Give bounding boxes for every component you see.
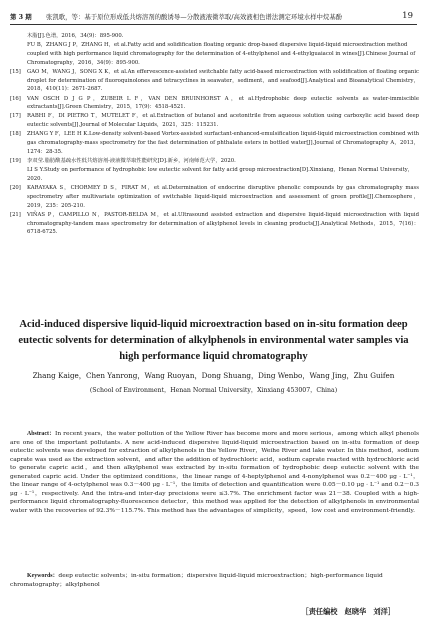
reference-text: VAN OSCH D J G P，ZUBEIR L F，VAN DEN BRUINHORST A，et al.Hydrophobic deep eutectic solvents as water-immiscible extractants[J].Green Chemistry，2015，17(9)：4518-4521. bbox=[27, 95, 419, 111]
running-header bbox=[10, 10, 417, 25]
editor-note: ［责任编校 赵晓华 刘洋］ bbox=[301, 607, 395, 616]
issue-number: 第 3 期 bbox=[10, 13, 32, 21]
reference-continuation: 木脂[J].色谱，2016，34(9)：895-900. bbox=[27, 33, 124, 39]
reference-number: [18] bbox=[10, 131, 21, 138]
reference-number: [16] bbox=[10, 95, 21, 102]
page-number: 19 bbox=[402, 11, 413, 21]
reference-number: [15] bbox=[10, 68, 21, 75]
reference-text: GAO M，WANG J，SONG X K，et al.An effervescence-assisted switchable fatty acid-based microextraction with solidification of floating organic droplet for determination of fluoroquinolones and tetracyclines in seawater，sediment，and seafood[J].Analytical and Bioanalytical Chemistry，2018，410(11)：2671-2687. bbox=[27, 68, 419, 93]
reference-item bbox=[10, 130, 419, 156]
reference-item bbox=[10, 184, 419, 210]
author-list: Zhang Kaige，Chen Yanrong，Wang Ruoyan，Dong Shuang，Ding Wenbo，Wang Jing，Zhu Guifen bbox=[32, 371, 395, 380]
keywords bbox=[10, 572, 419, 590]
reference-text: RABHI F，DI PIETRO T，MUTELET F，et al.Extraction of butanol and acetonitrile from aqueous solution using carboxylic acid based deep eutectic solvents[J].Journal of Molecular Liquids，2021，325：115231. bbox=[27, 113, 419, 129]
reference-number: [19] bbox=[10, 158, 21, 164]
reference-continuation-english: FU B，ZHANG J P，ZHANG H，et al.Fatty acid and solidification floating organic drop-based dispersive liquid-liquid microextraction method coupled with high performance liquid chromatography for the determination of 4-ethylphenol and 4-ethylguaiacol in wines[J].Chinese Journal of Chromatography，2016，34(9)：895-900. bbox=[27, 42, 416, 66]
abstract bbox=[10, 430, 419, 515]
affiliation: (School of Environment，Henan Normal University，Xinxiang 453007，China) bbox=[89, 387, 338, 394]
abstract-label: Abstract： bbox=[27, 431, 56, 437]
reference-item bbox=[10, 68, 419, 94]
reference-text: ZHANG Y F，LEE H K.Low-density solvent-based Vortex-assisted surfactant-enhanced-emulsification liquid-liquid microextraction combined with gas chromatography-mass spectrometry for the fast determination of phthalate esters in bottled water[J].Journal of Chromatography A，2013，1274：28-35. bbox=[27, 131, 419, 155]
english-title-block bbox=[12, 317, 415, 395]
reference-number: [21] bbox=[10, 211, 21, 218]
paper-title: Acid-induced dispersive liquid-liquid microextraction based on in-situ formation deep eutectic solvents for determination of alkylphenols in environmental water samples via high performance liquid chromatography bbox=[18, 319, 409, 362]
keywords-text: deep eutectic solvents；in-situ formation；dispersive liquid-liquid microextraction；high-performance liquid chromatography；alkylphenol bbox=[10, 573, 383, 588]
reference-item bbox=[10, 157, 419, 166]
reference-continuation-english: LI S Y.Study on performance of hydrophobic low eutectic solvent for fatty acid group microextraction[D].Xinxiang，Henan Normal University，2020. bbox=[27, 167, 414, 182]
reference-number: [20] bbox=[10, 185, 21, 192]
reference-item bbox=[10, 211, 419, 237]
running-title: 张凯歌，等：基于原位形成低共熔溶剂的酸诱导—分散液液微萃取/高效液相色谱法测定环境水样中烷基酚 bbox=[46, 13, 343, 21]
reference-text: 李双莹.脂肪酸基疏水性低共熔溶剂-液液微萃取性能研究[D].新乡，河南师范大学，2020. bbox=[27, 158, 236, 164]
reference-number: [17] bbox=[10, 113, 21, 120]
keywords-label: Keywords： bbox=[27, 573, 59, 579]
reference-text: VIÑAS P，CAMPILLO N，PASTOR-BELDA M，et al.Ultrasound assisted extraction and dispersive liquid-liquid microextraction with liquid chromatography-tandem mass spectrometry for determination of alkylphenol levels in cleaning products[J].Analytical Methods，2015，7(16)：6718-6725. bbox=[27, 211, 419, 236]
reference-item bbox=[10, 95, 419, 112]
reference-item bbox=[10, 112, 419, 129]
reference-list bbox=[10, 32, 419, 237]
reference-text: KARAYAKA S，CHORMEY D S，FIRAT M，et al.Determination of endocrine disruptive phenolic compounds by gas chromatography mass spectrometry after multivariate optimization of switchable liquid-liquid microextraction and assessment of green profile[J].Chemosphere，2019，235：205-210. bbox=[27, 185, 419, 209]
abstract-text: In recent years，the water pollution of the Yellow River has become more and more serious，among which alkyl phenols are one of the important pollutants. A new acid-induced dispersive liquid-liquid microextraction based on in-situ formation of deep eutectic solvents was developed for extraction of alkylphenols in the Yellow River，Weihe River and lake water. In this method，sodium caprate was used as the extraction solvent，and after the addition of hydrochloric acid，sodium caprate reacted with hydrochloric acid to generate capric acid，and then alkylphenol was extracted by in-situ formation of hydrophobic deep eutectic solvent with the generated capric acid. Under the optimized conditions，the linear range of 4-heptylphenol and 4-nonylphenol was 0.2－400 μg · L⁻¹，the linear range of 4-octylphenol was 0.3－400 μg · L⁻¹，the limits of detection and quantification were 0.05－0.10 μg · L⁻¹ and 0.2－0.3 μg · L⁻¹，respectively. And the intra-and inter-day precisions were ≤3.7%. The enrichment factor was 21－38. Coupled with a high-performance liquid chromatography-fluorescence detector，this method was applied for the detection of alkylphenols in environmental water with the recoveries of 92.3%－115.7%. This method has the advantages of simplicity，speed，low cost and environment-friendly. bbox=[10, 431, 420, 514]
